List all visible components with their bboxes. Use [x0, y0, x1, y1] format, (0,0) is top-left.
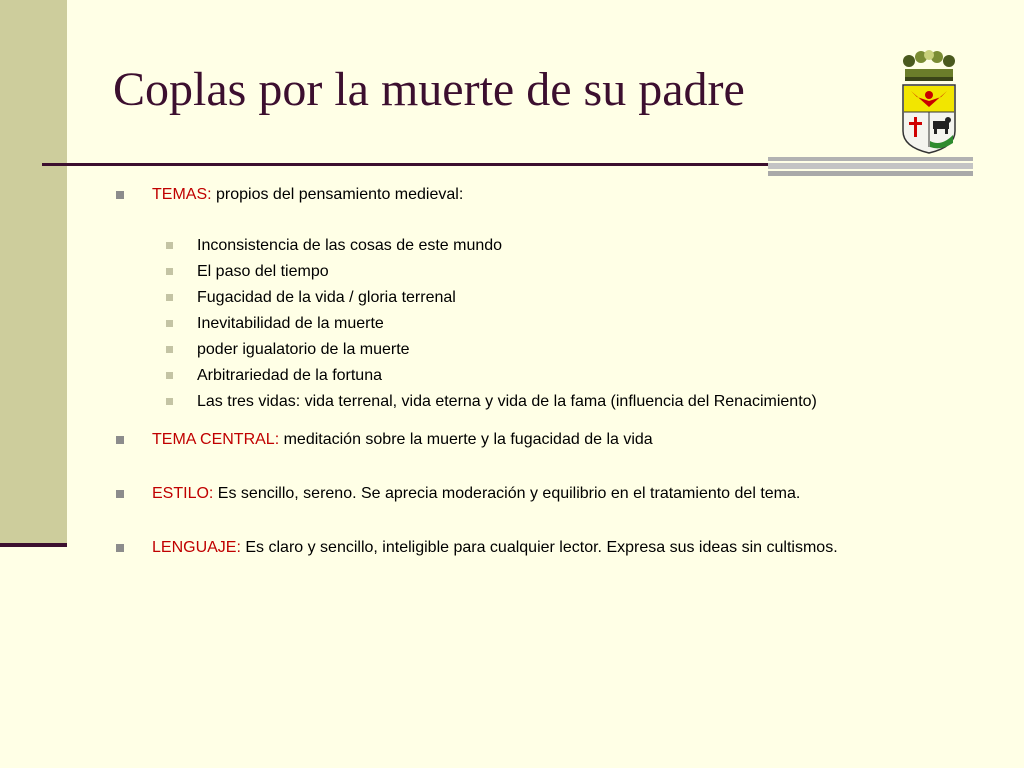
bullet-tema-central	[116, 428, 976, 452]
bullet-text: Es sencillo, sereno. Se aprecia moderación y equilibrio en el tratamiento del tema.	[213, 485, 801, 502]
sub-bullet: Fugacidad de la vida / gloria terrenal	[166, 287, 976, 308]
slide-title: Coplas por la muerte de su padre	[113, 63, 745, 116]
decorative-grey-bars	[768, 157, 973, 178]
slide-body	[116, 183, 976, 560]
bullet-keyword: TEMAS:	[152, 186, 212, 203]
bullet-text: propios del pensamiento medieval:	[211, 186, 464, 203]
left-decorative-bar	[0, 0, 67, 545]
left-bar-underline	[0, 543, 67, 547]
bullet-text: Es claro y sencillo, inteligible para cualquier lector. Expresa sus ideas sin cultismos.	[240, 539, 838, 556]
bullet-keyword: TEMA CENTRAL:	[152, 431, 280, 448]
bullet-keyword: ESTILO:	[152, 485, 214, 502]
sub-bullet: poder igualatorio de la muerte	[166, 339, 976, 360]
bullet-lenguaje	[116, 536, 932, 560]
sub-bullet: El paso del tiempo	[166, 261, 976, 282]
sub-bullet: Arbitrariedad de la fortuna	[166, 365, 976, 386]
bullet-keyword: LENGUAJE:	[152, 539, 241, 556]
sub-bullet: Las tres vidas: vida terrenal, vida eterna y vida de la fama (influencia del Renacimiento)	[166, 391, 837, 412]
bullet-temas	[116, 183, 976, 207]
sub-bullet: Inevitabilidad de la muerte	[166, 313, 976, 334]
coat-of-arms-icon	[897, 47, 961, 157]
bullet-estilo	[116, 482, 976, 506]
bullet-text: meditación sobre la muerte y la fugacidad de la vida	[279, 431, 653, 448]
sub-bullet: Inconsistencia de las cosas de este mundo	[166, 235, 976, 256]
